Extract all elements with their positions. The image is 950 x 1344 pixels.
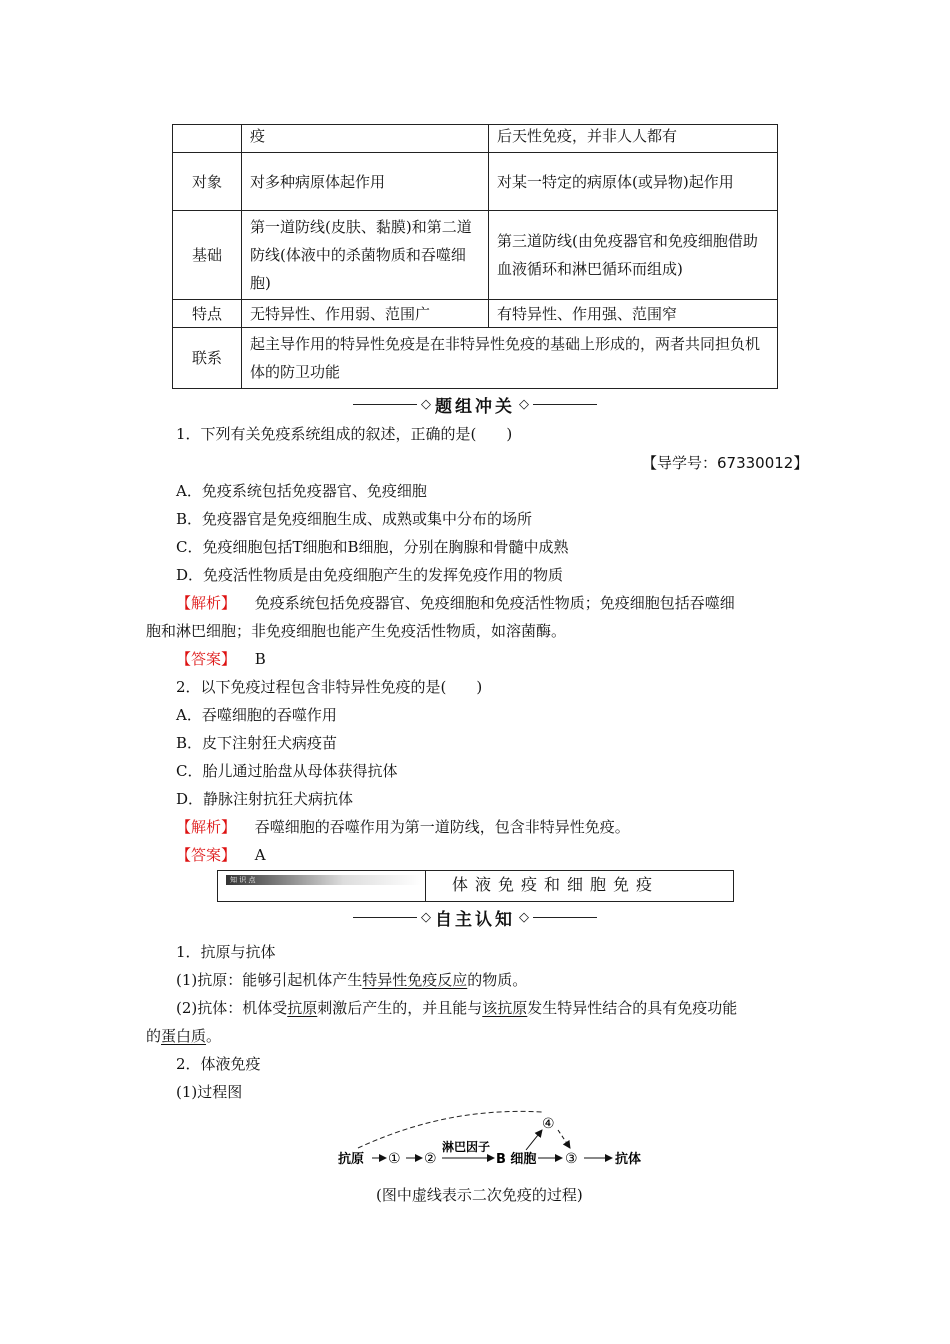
option: A．免疫系统包括免疫器官、免疫细胞	[176, 482, 427, 500]
nonspecific-cell: 疫	[242, 125, 489, 153]
answer	[176, 844, 266, 865]
text: 的	[146, 1027, 162, 1045]
option: B．皮下注射狂犬病疫苗	[176, 734, 338, 752]
section-header	[325, 905, 625, 929]
heading: (1)过程图	[176, 1083, 243, 1101]
heading: 2．体液免疫	[176, 1055, 261, 1073]
text: 发生特异性结合的具有免疫功能	[527, 999, 738, 1017]
text: 。	[206, 1027, 222, 1045]
node-antigen: 抗原	[338, 1152, 365, 1167]
specific-cell: 对某一特定的病原体(或异物)起作用	[489, 153, 778, 211]
diamond-icon: ◇	[421, 396, 431, 412]
question-stem: 1．下列有关免疫系统组成的叙述，正确的是( )	[176, 425, 513, 443]
antibody-definition	[176, 997, 737, 1018]
specific-cell: 后天性免疫，并非人人都有	[489, 125, 778, 153]
knowledge-title: 体液免疫和细胞免疫	[452, 875, 660, 894]
text: (1)抗原：能够引起机体产生	[176, 971, 363, 989]
answer-value: B	[254, 650, 266, 668]
humoral-immunity-diagram	[330, 1106, 660, 1174]
option: A．吞噬细胞的吞噬作用	[176, 706, 337, 724]
node-2: ②	[424, 1151, 437, 1167]
text: 刺激后产生的，并且能与	[317, 999, 483, 1017]
node-b-cell: B 细胞	[496, 1152, 537, 1167]
specific-cell: 第三道防线(由免疫器官和免疫细胞借助血液循环和淋巴循环而组成)	[489, 211, 778, 300]
node-antibody: 抗体	[615, 1152, 642, 1167]
table-row	[173, 125, 778, 153]
diamond-icon: ◇	[519, 909, 529, 925]
analysis	[176, 816, 630, 837]
node-4: ④	[542, 1116, 555, 1132]
underlined-term: 蛋白质	[161, 1027, 207, 1045]
analysis-text: 免疫系统包括免疫器官、免疫细胞和免疫活性物质；免疫细胞包括吞噬细	[254, 594, 735, 612]
dashed-arrow	[558, 1130, 570, 1148]
heading: 1．抗原与抗体	[176, 943, 276, 961]
option: C．胎儿通过胎盘从母体获得抗体	[176, 762, 398, 780]
node-3: ③	[565, 1151, 578, 1167]
row-label: 联系	[173, 328, 242, 389]
divider	[353, 404, 417, 405]
row-label: 特点	[173, 300, 242, 328]
diamond-icon: ◇	[421, 909, 431, 925]
option: D．免疫活性物质是由免疫细胞产生的发挥免疫作用的物质	[176, 566, 564, 584]
table-row	[173, 300, 778, 328]
underlined-term: 特异性免疫反应	[362, 971, 468, 989]
antibody-definition-cont	[146, 1025, 221, 1046]
analysis-tag: 【解析】	[176, 818, 237, 836]
section-title: 自主认知	[435, 909, 515, 930]
analysis-tag: 【解析】	[176, 594, 237, 612]
node-1: ①	[388, 1151, 401, 1167]
divider	[425, 871, 426, 901]
nonspecific-cell: 第一道防线(皮肤、黏膜)和第二道防线(体液中的杀菌物质和吞噬细胞)	[242, 211, 489, 300]
table-row	[173, 153, 778, 211]
link-cell: 起主导作用的特异性免疫是在非特异性免疫的基础上形成的，两者共同担负机体的防卫功能	[242, 328, 778, 389]
label-lymphokine: 淋巴因子	[442, 1140, 491, 1154]
nonspecific-cell: 对多种病原体起作用	[242, 153, 489, 211]
option: D．静脉注射抗狂犬病抗体	[176, 790, 354, 808]
section-header	[325, 392, 625, 416]
row-label	[173, 125, 242, 153]
text: 的物质。	[467, 971, 528, 989]
analysis-text: 吞噬细胞的吞噬作用为第一道防线，包含非特异性免疫。	[254, 818, 630, 836]
section-title: 题组冲关	[435, 396, 515, 417]
divider	[353, 917, 417, 918]
underlined-term: 抗原	[287, 999, 318, 1017]
answer-tag: 【答案】	[176, 650, 237, 668]
option: C．免疫细胞包括T细胞和B细胞，分别在胸腺和骨髓中成熟	[176, 538, 569, 556]
underlined-term: 该抗原	[482, 999, 528, 1017]
table-row	[173, 328, 778, 389]
specific-cell: 有特异性、作用强、范围窄	[489, 300, 778, 328]
row-label: 基础	[173, 211, 242, 300]
diamond-icon: ◇	[519, 396, 529, 412]
answer-tag: 【答案】	[176, 846, 237, 864]
analysis	[176, 592, 735, 613]
analysis-text: 胞和淋巴细胞；非免疫细胞也能产生免疫活性物质，如溶菌酶。	[146, 622, 567, 640]
guide-number: 【导学号：67330012】	[642, 454, 809, 472]
knowledge-badge-label: 知 识 点	[230, 876, 256, 884]
question-stem: 2．以下免疫过程包含非特异性免疫的是( )	[176, 678, 483, 696]
option: B．免疫器官是免疫细胞生成、成熟或集中分布的场所	[176, 510, 533, 528]
diagram-caption: (图中虚线表示二次免疫的过程)	[376, 1186, 583, 1204]
answer-value: A	[254, 846, 266, 864]
table-row	[173, 211, 778, 300]
answer	[176, 648, 266, 669]
divider	[533, 404, 597, 405]
row-label: 对象	[173, 153, 242, 211]
nonspecific-cell: 无特异性、作用弱、范围广	[242, 300, 489, 328]
antigen-definition	[176, 969, 527, 990]
divider	[533, 917, 597, 918]
knowledge-point-box	[217, 870, 734, 902]
text: (2)抗体：机体受	[176, 999, 288, 1017]
arrow	[526, 1130, 542, 1150]
comparison-table	[172, 124, 778, 389]
